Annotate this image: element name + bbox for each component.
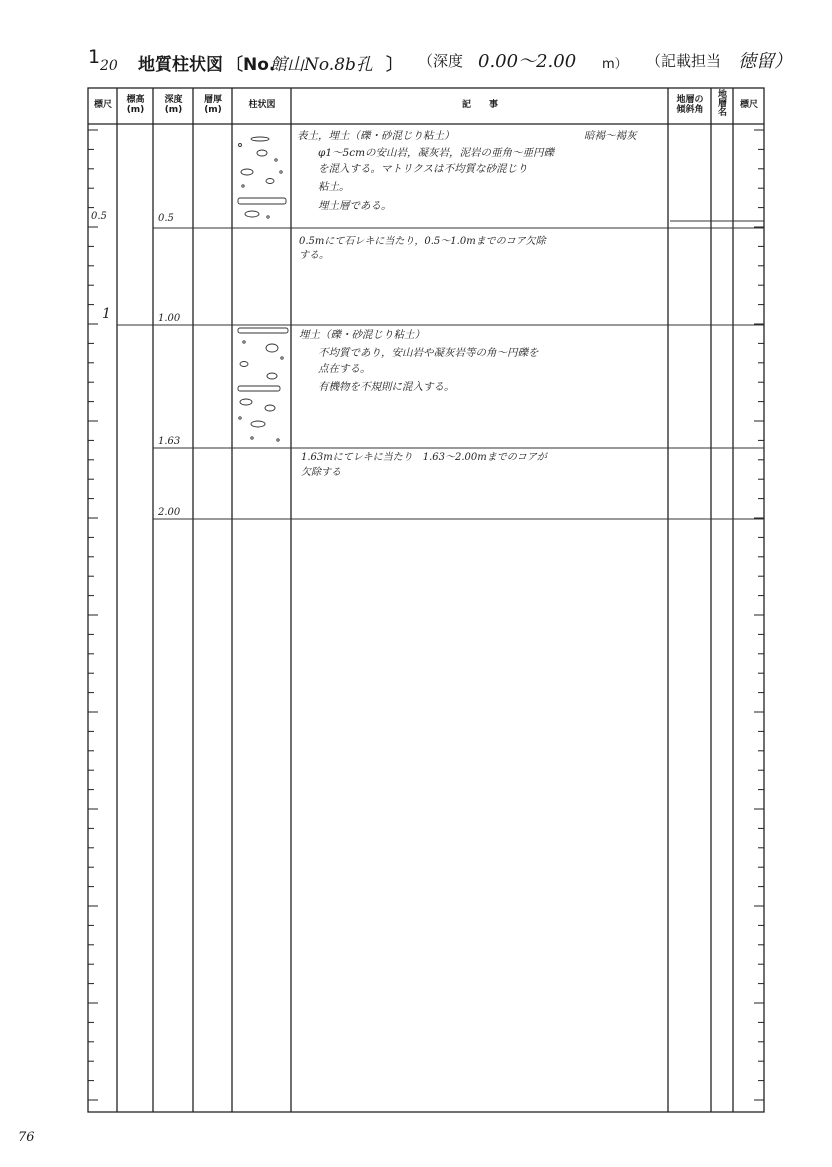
depth-label: （深度 <box>418 52 464 70</box>
gravel-symbol <box>265 405 275 411</box>
lithology-symbols-fill-2 <box>238 328 288 441</box>
note-layer2-line1: 埋土（礫・砂混じり粘土） <box>299 329 425 341</box>
sand-symbol <box>280 171 282 173</box>
gravel-symbol <box>240 362 248 367</box>
scale-label-half: 0.5 <box>91 211 107 222</box>
lithology-symbols-fill <box>238 137 286 218</box>
depth-value: 1.63 <box>158 436 181 447</box>
gravel-symbol <box>257 150 267 156</box>
sand-symbol <box>267 216 269 218</box>
note-layer1-line2: φ1～5cmの安山岩，凝灰岩，泥岩の亜角～亜円礫 <box>318 147 555 159</box>
gravel-symbol <box>267 373 277 379</box>
gravel-symbol <box>238 328 288 333</box>
note-layer1-line5: 埋土層である。 <box>318 200 392 212</box>
header-scale-left: 標尺 <box>93 100 112 110</box>
sand-symbol <box>277 439 279 441</box>
gravel-symbol <box>240 399 252 405</box>
header-thickness: 層厚 (m) <box>203 95 222 115</box>
page-number: 76 <box>18 1130 35 1145</box>
scale-numerator: 1 <box>88 46 101 68</box>
sand-symbol <box>239 144 242 147</box>
note-core-loss1-line2: する。 <box>299 250 329 261</box>
note-layer2-line3: 点在する。 <box>318 363 371 375</box>
sand-symbol <box>275 159 277 161</box>
gravel-symbol <box>251 137 269 141</box>
depth-value: 1.00 <box>158 313 181 324</box>
title-bracket-open: 〔No. <box>226 55 276 75</box>
author-label: （記載担当 <box>646 52 722 70</box>
scale-denominator: 20 <box>100 58 118 74</box>
depth-unit: m） <box>602 57 628 72</box>
depth-range: 0.00～2.00 <box>478 51 577 72</box>
header-scale-right: 標尺 <box>739 100 758 110</box>
gravel-symbol <box>241 169 253 175</box>
gravel-symbol <box>251 421 265 427</box>
scale-ticks <box>88 130 764 1100</box>
gravel-symbol <box>266 179 274 184</box>
note-core-loss1-line1: 0.5mにて石レキに当たり，0.5～1.0mまでのコア欠除 <box>299 236 546 247</box>
depth-value: 0.5 <box>158 213 174 224</box>
header-depth: 深度 (m) <box>164 95 183 115</box>
header-elevation: 標高 (m) <box>126 95 145 115</box>
note-layer2-line2: 不均質であり，安山岩や凝灰岩等の角～円礫を <box>318 347 539 359</box>
depth-value: 2.00 <box>158 507 181 518</box>
gravel-symbol <box>266 344 278 352</box>
author-name: 徳留） <box>738 51 792 72</box>
header-description: 記 事 <box>461 100 498 110</box>
gravel-symbol <box>238 198 286 204</box>
sand-symbol <box>251 437 253 439</box>
note-layer1-line1: 表土，埋土（礫・砂混じり粘土） <box>297 130 455 142</box>
gravel-symbol <box>245 211 259 217</box>
header-dip: 地層の 傾斜角 <box>676 95 704 115</box>
note-layer1-line3: を混入する。マトリクスは不均質な砂混じり <box>318 163 528 175</box>
header-formation: 地 層 名 <box>717 90 727 118</box>
sand-symbol <box>243 341 245 343</box>
note-layer1-color: 暗褐～褐灰 <box>584 130 637 142</box>
title-bracket-close: 〕 <box>386 55 403 75</box>
gravel-symbol <box>238 386 280 391</box>
note-core-loss2-line1: 1.63mにてレキに当たり 1.63～2.00mまでのコアが <box>301 452 547 463</box>
sand-symbol <box>242 185 244 187</box>
boring-name: 館山No.8b孔 <box>270 55 373 75</box>
note-core-loss2-line2: 欠除する <box>301 467 341 478</box>
note-layer2-line4: 有機物を不規則に混入する。 <box>318 381 455 393</box>
sand-symbol <box>281 357 283 359</box>
header-column: 柱状図 <box>248 100 276 110</box>
sand-symbol <box>239 417 241 419</box>
title-label: 地質柱状図 <box>138 55 223 75</box>
scale-label-one: 1 <box>102 306 111 322</box>
note-layer1-line4: 粘土。 <box>318 181 350 193</box>
